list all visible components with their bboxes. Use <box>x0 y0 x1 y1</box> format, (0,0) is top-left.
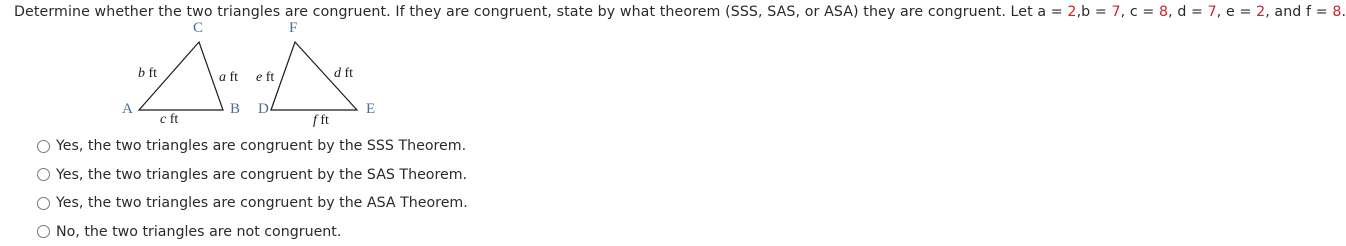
option-label: Yes, the two triangles are congruent by the SSS Theorem. <box>56 137 466 155</box>
vertex-d-label: D <box>258 101 269 117</box>
var-e-value: 2 <box>1256 4 1265 20</box>
radio-button[interactable] <box>37 197 50 210</box>
side-a-label: a ft <box>219 70 238 86</box>
option-sss[interactable] <box>37 132 597 161</box>
var-e-label: , e = <box>1217 4 1256 20</box>
vertex-f-label: F <box>289 20 297 36</box>
var-d-label: , d = <box>1168 4 1208 20</box>
var-c-label: , c = <box>1121 4 1159 20</box>
vertex-a-label: A <box>122 101 133 117</box>
option-label: No, the two triangles are not congruent. <box>56 223 341 241</box>
option-label: Yes, the two triangles are congruent by the ASA Theorem. <box>56 194 468 212</box>
radio-button[interactable] <box>37 225 50 238</box>
var-c-value: 8 <box>1159 4 1168 20</box>
radio-button[interactable] <box>37 140 50 153</box>
side-f-label: f ft <box>313 113 329 129</box>
triangles-figure <box>0 0 420 130</box>
radio-button[interactable] <box>37 168 50 181</box>
var-b-label: ,b = <box>1077 4 1112 20</box>
var-a-value: 2 <box>1067 4 1076 20</box>
option-sas[interactable] <box>37 161 597 190</box>
side-e-label: e ft <box>256 70 274 86</box>
var-b-value: 7 <box>1112 4 1121 20</box>
var-a-label: a = <box>1037 4 1067 20</box>
answer-options <box>37 132 597 246</box>
option-not-congruent[interactable] <box>37 218 597 246</box>
triangles-drawing <box>0 0 420 130</box>
option-asa[interactable] <box>37 189 597 218</box>
vertex-b-label: B <box>230 101 240 117</box>
question-end: . <box>1341 4 1346 20</box>
option-label: Yes, the two triangles are congruent by the SAS Theorem. <box>56 166 467 184</box>
vertex-e-label: E <box>366 101 375 117</box>
question-intro: Determine whether the two triangles are congruent. If they are congruent, state by what theorem (SSS, SAS, or ASA) they are congruent. Let <box>14 4 1037 20</box>
side-d-label: d ft <box>334 66 353 82</box>
var-d-value: 7 <box>1208 4 1217 20</box>
var-f-value: 8 <box>1332 4 1341 20</box>
vertex-c-label: C <box>193 20 203 36</box>
var-f-label: , and f = <box>1265 4 1332 20</box>
side-c-label: c ft <box>160 112 178 128</box>
side-b-label: b ft <box>138 66 157 82</box>
